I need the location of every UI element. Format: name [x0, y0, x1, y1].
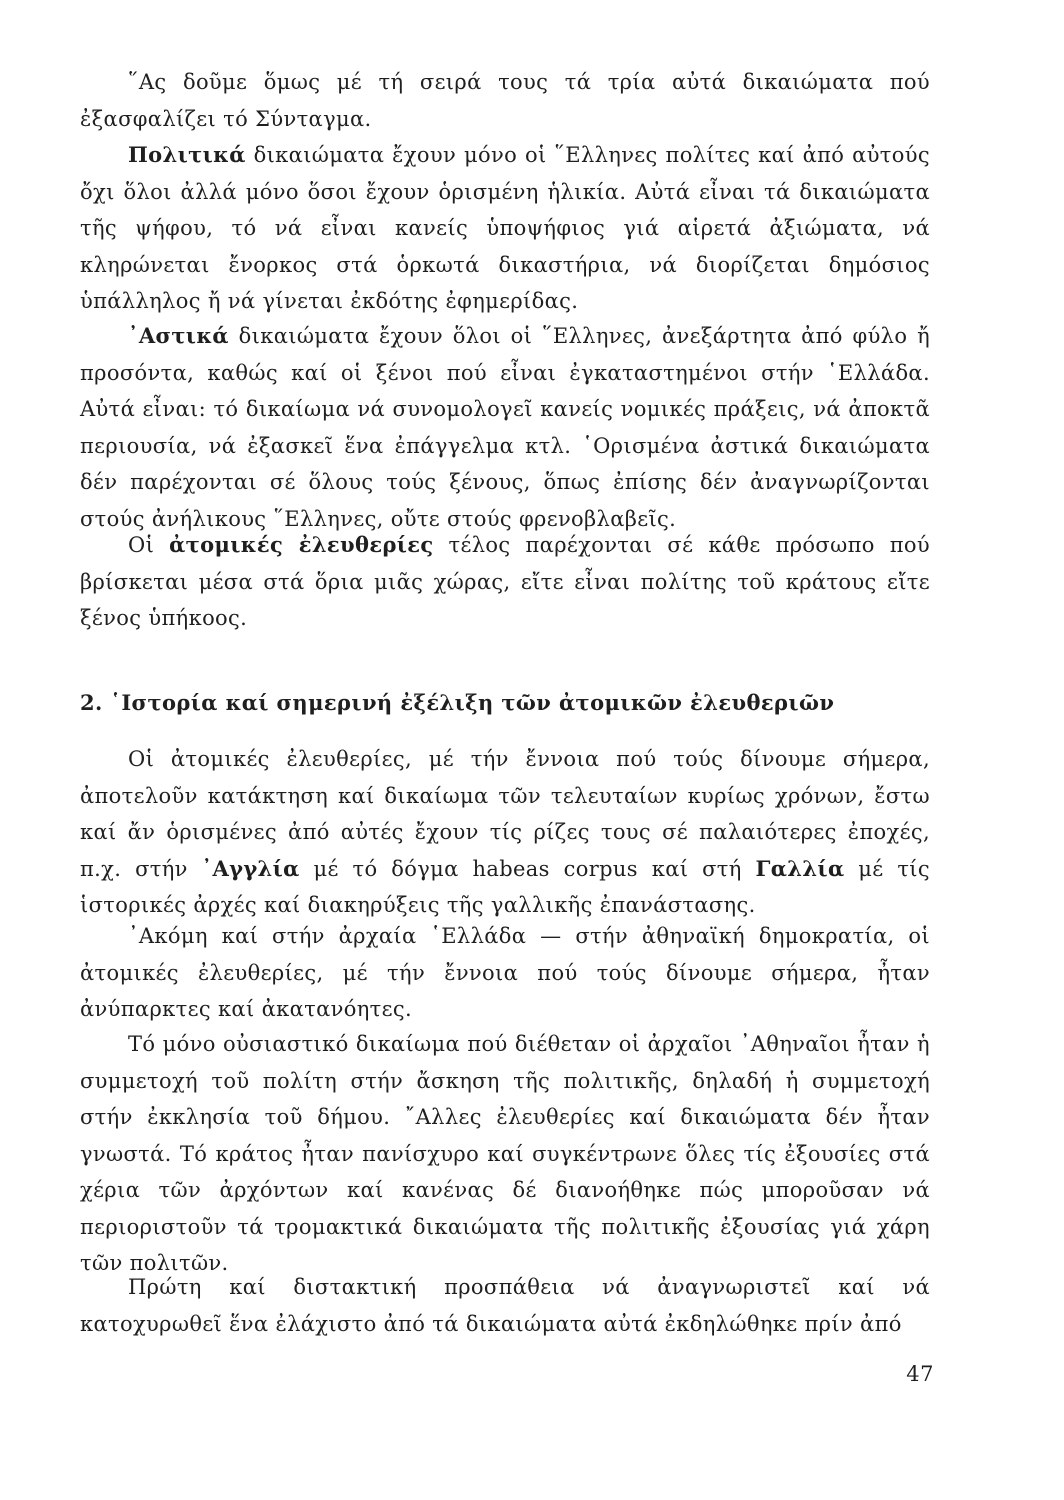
- section-heading: 2. ῾Ιστορία καί σημερινή ἐξέλιξη τῶν ἀτομικῶν ἐλευθεριῶν: [80, 690, 835, 715]
- page-number: 47: [906, 1362, 934, 1386]
- paragraph-history-part3: μέ τίς ἱστορικές ἀρχές καί διακηρύξεις τῆς γαλλικῆς ἐπανάστασης.: [80, 856, 930, 917]
- paragraph-history-part1: Οἱ ἀτομικές ἐλευθερίες, μέ τήν ἔννοια πού τούς δίνουμε σήμερα, ἀποτελοῦν κατάκτηση καί δικαίωμα τῶν τελευταίων κυρίως χρόνων, ἔστω καί ἄν ὁρισμένες ἀπό αὐτές ἔχουν τίς ρίζες τους σέ παλαιότερες ἐποχές, π.χ. στήν: [80, 747, 930, 881]
- term-england: ᾿Αγγλία: [201, 855, 300, 881]
- paragraph-intro: ῞Ας δοῦμε ὅμως μέ τή σειρά τους τά τρία αὐτά δικαιώματα πού ἐξασφαλίζει τό Σύνταγμα.: [80, 70, 930, 131]
- paragraph-political-rights: [80, 137, 930, 320]
- term-political: Πολιτικά: [128, 142, 246, 167]
- term-civil: ᾿Αστικά: [128, 323, 229, 348]
- paragraph-civil-rights-text: δικαιώματα ἔχουν ὅλοι οἱ ῞Ελληνες, ἀνεξάρτητα ἀπό φύλο ἤ προσόντα, καθώς καί οἱ ξένοι πού εἶναι ἐγκαταστημένοι στήν ῾Ελλάδα. Αὐτά εἶναι: τό δικαίωμα νά συνομολογεῖ κανείς νομικές πράξεις, νά ἀποκτᾶ περιουσία, νά ἐξασκεῖ ἕνα ἐπάγγελμα κτλ. ῾Ορισμένα ἀστικά δικαιώματα δέν παρέχονται σέ ὅλους τούς ξένους, ὅπως ἐπίσης δέν ἀναγνωρίζονται στούς ἀνήλικους ῞Ελληνες, οὔτε στούς φρενοβλαβεῖς.: [80, 324, 930, 531]
- paragraph-ancient-greece: ᾿Ακόμη καί στήν ἀρχαία ῾Ελλάδα — στήν ἀθηναϊκή δημοκρατία, οἱ ἀτομικές ἐλευθερίες, μέ τήν ἔννοια πού τούς δίνουμε σήμερα, ἦταν ἀνύπαρκτες καί ἀκατανόητες.: [80, 924, 930, 1021]
- paragraph-individual-liberties-lead: Οἱ: [128, 533, 170, 557]
- term-france: Γαλλία: [755, 855, 845, 881]
- paragraph-history-part2: μέ τό δόγμα habeas corpus καί στή: [299, 856, 756, 881]
- paragraph-individual-liberties-text: τέλος παρέχονται σέ κάθε πρόσωπο πού βρίσκεται μέσα στά ὅρια μιᾶς χώρας, εἴτε εἶναι πολίτης τοῦ κράτους εἴτε ξένος ὑπήκοος.: [80, 533, 930, 630]
- paragraph-political-rights-text: δικαιώματα ἔχουν μόνο οἱ ῞Ελληνες πολίτες καί ἀπό αὐτούς ὄχι ὅλοι ἀλλά μόνο ὅσοι ἔχουν ὁρισμένη ἡλικία. Αὐτά εἶναι τά δικαιώματα τῆς ψήφου, τό νά εἶναι κανείς ὑποψήφιος γιά αἱρετά ἀξιώματα, νά κληρώνεται ἔνορκος στά ὁρκωτά δικαστήρια, νά διορίζεται δημόσιος ὑπάλληλος ἤ νά γίνεται ἐκδότης ἐφημερίδας.: [80, 143, 930, 313]
- paragraph-first-attempt: Πρώτη καί διστακτική προσπάθεια νά ἀναγνωριστεῖ καί νά κατοχυρωθεῖ ἕνα ἐλάχιστο ἀπό τά δικαιώματα αὐτά ἐκδηλώθηκε πρίν ἀπό: [80, 1275, 930, 1336]
- paragraph-athenians: Τό μόνο οὐσιαστικό δικαίωμα πού διέθεταν οἱ ἀρχαῖοι ᾿Αθηναῖοι ἦταν ἡ συμμετοχή τοῦ πολίτη στήν ἄσκηση τῆς πολιτικῆς, δηλαδή ἡ συμμετοχή στήν ἐκκλησία τοῦ δήμου. ῎Αλλες ἐλευθερίες καί δικαιώματα δέν ἦταν γνωστά. Τό κράτος ἦταν πανίσχυρο καί συγκέντρωνε ὅλες τίς ἐξουσίες στά χέρια τῶν ἀρχόντων καί κανένας δέ διανοήθηκε πώς μποροῦσαν νά περιοριστοῦν τά τρομακτικά δικαιώματα τῆς πολιτικῆς ἐξουσίας γιά χάρη τῶν πολιτῶν.: [80, 1032, 930, 1275]
- paragraph-individual-liberties: [80, 527, 930, 637]
- paragraph-civil-rights: [80, 318, 930, 537]
- paragraph-history: [80, 741, 930, 924]
- term-individual-liberties: ἀτομικές ἐλευθερίες: [169, 532, 434, 557]
